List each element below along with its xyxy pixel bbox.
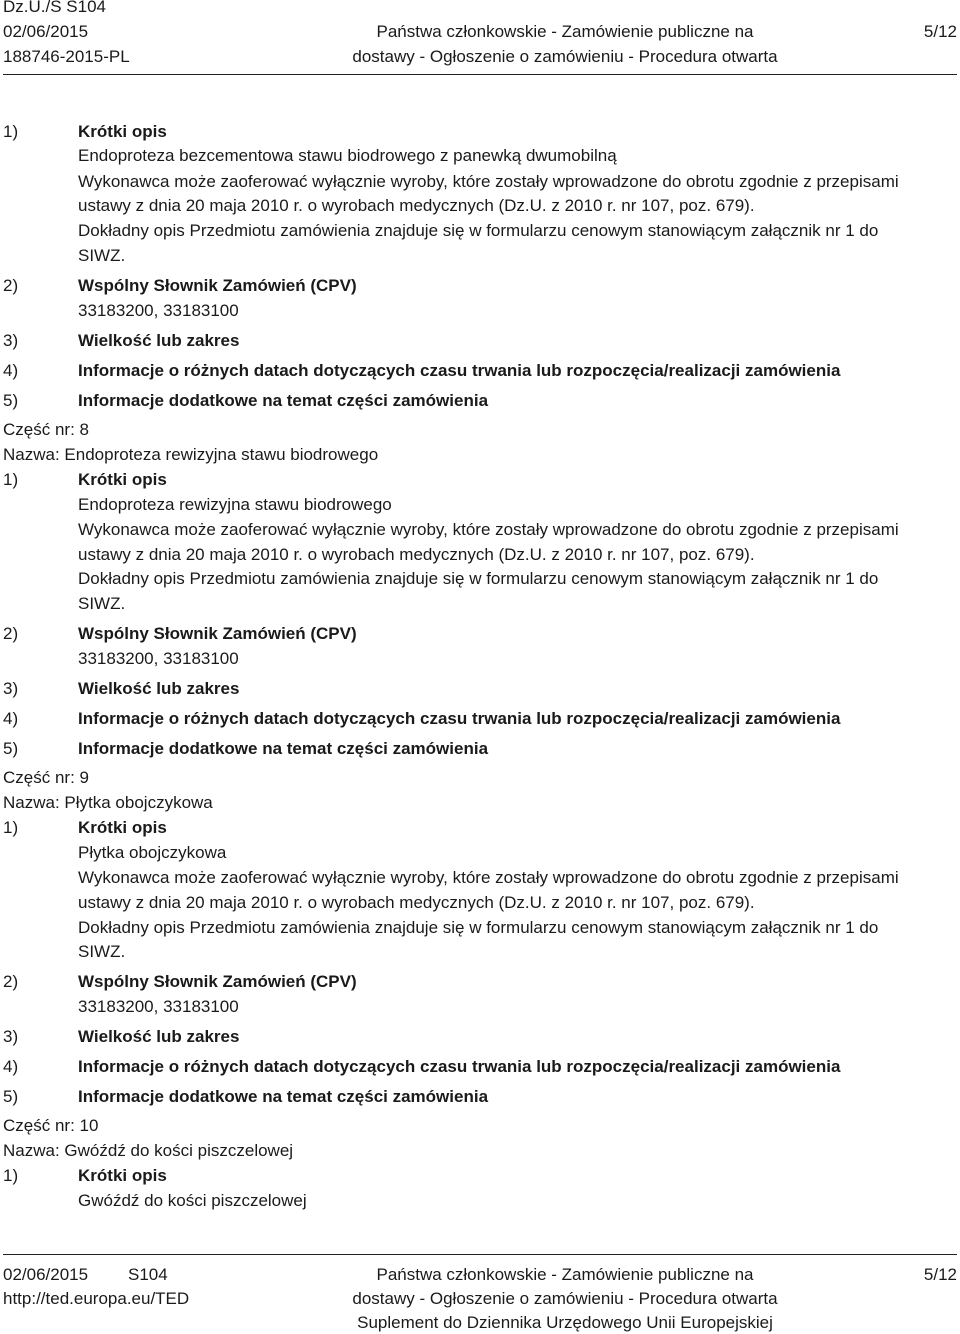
paragraph-line: ustawy z dnia 20 maja 2010 r. o wyrobach medycznych (Dz.U. z 2010 r. nr 107, poz. 679). [78, 545, 755, 564]
paragraph-line: Wykonawca może zaoferować wyłącznie wyroby, które zostały wprowadzone do obrotu zgodnie z przepisami [78, 868, 899, 887]
header-page-number: 5/12 [923, 22, 957, 41]
lot-name: Nazwa: Gwóźdź do kości piszczelowej [3, 1141, 294, 1160]
cpv-codes: 33183200, 33183100 [78, 301, 239, 320]
paragraph-line: SIWZ. [78, 942, 126, 961]
paragraph-line: SIWZ. [78, 594, 126, 613]
footer-title-line3: Suplement do Dziennika Urzędowego Unii Europejskiej [357, 1313, 773, 1332]
header-date: 02/06/2015 [3, 22, 89, 41]
footer-divider [3, 1254, 957, 1255]
paragraph-line: Wykonawca może zaoferować wyłącznie wyroby, które zostały wprowadzone do obrotu zgodnie z przepisami [78, 520, 899, 539]
paragraph-line: Wykonawca może zaoferować wyłącznie wyroby, które zostały wprowadzone do obrotu zgodnie z przepisami [78, 172, 899, 191]
item-title: Endoproteza rewizyjna stawu biodrowego [78, 495, 392, 514]
paragraph-line: Dokładny opis Przedmiotu zamówienia znajduje się w formularzu cenowym stanowiącym załącznik nr 1 do [78, 569, 879, 588]
paragraph-line: Dokładny opis Przedmiotu zamówienia znajduje się w formularzu cenowym stanowiącym załącznik nr 1 do [78, 221, 879, 240]
lot-number: Część nr: 8 [3, 420, 89, 439]
header-title-line2: dostawy - Ogłoszenie o zamówieniu - Procedura otwarta [352, 47, 778, 66]
footer-issue: S104 [128, 1265, 168, 1284]
cpv-codes: 33183200, 33183100 [78, 997, 239, 1016]
header-title-line1: Państwa członkowskie - Zamówienie publiczne na [376, 22, 754, 41]
item-title: Płytka obojczykowa [78, 843, 227, 862]
lot-number: Część nr: 10 [3, 1116, 99, 1135]
footer-date: 02/06/2015 [3, 1265, 89, 1284]
footer-title-line1: Państwa członkowskie - Zamówienie publiczne na [376, 1265, 754, 1284]
item-title: Gwóźdź do kości piszczelowej [78, 1191, 307, 1210]
cpv-codes: 33183200, 33183100 [78, 649, 239, 668]
header-divider [3, 74, 957, 75]
lot-name: Nazwa: Płytka obojczykowa [3, 793, 213, 812]
document-id: 188746-2015-PL [3, 47, 130, 66]
journal-ref: Dz.U./S S104 [3, 0, 106, 16]
paragraph-line: ustawy z dnia 20 maja 2010 r. o wyrobach medycznych (Dz.U. z 2010 r. nr 107, poz. 679). [78, 196, 755, 215]
paragraph-line: SIWZ. [78, 246, 126, 265]
paragraph-line: ustawy z dnia 20 maja 2010 r. o wyrobach medycznych (Dz.U. z 2010 r. nr 107, poz. 679). [78, 893, 755, 912]
footer-url: http://ted.europa.eu/TED [3, 1289, 190, 1308]
footer-page-number: 5/12 [923, 1265, 957, 1284]
item-title: Endoproteza bezcementowa stawu biodrowego z panewką dwumobilną [78, 146, 617, 165]
lot-name: Nazwa: Endoproteza rewizyjna stawu biodrowego [3, 445, 379, 464]
paragraph-line: Dokładny opis Przedmiotu zamówienia znajduje się w formularzu cenowym stanowiącym załącznik nr 1 do [78, 918, 879, 937]
lot-number: Część nr: 9 [3, 768, 89, 787]
footer-title-line2: dostawy - Ogłoszenie o zamówieniu - Procedura otwarta [352, 1289, 778, 1308]
